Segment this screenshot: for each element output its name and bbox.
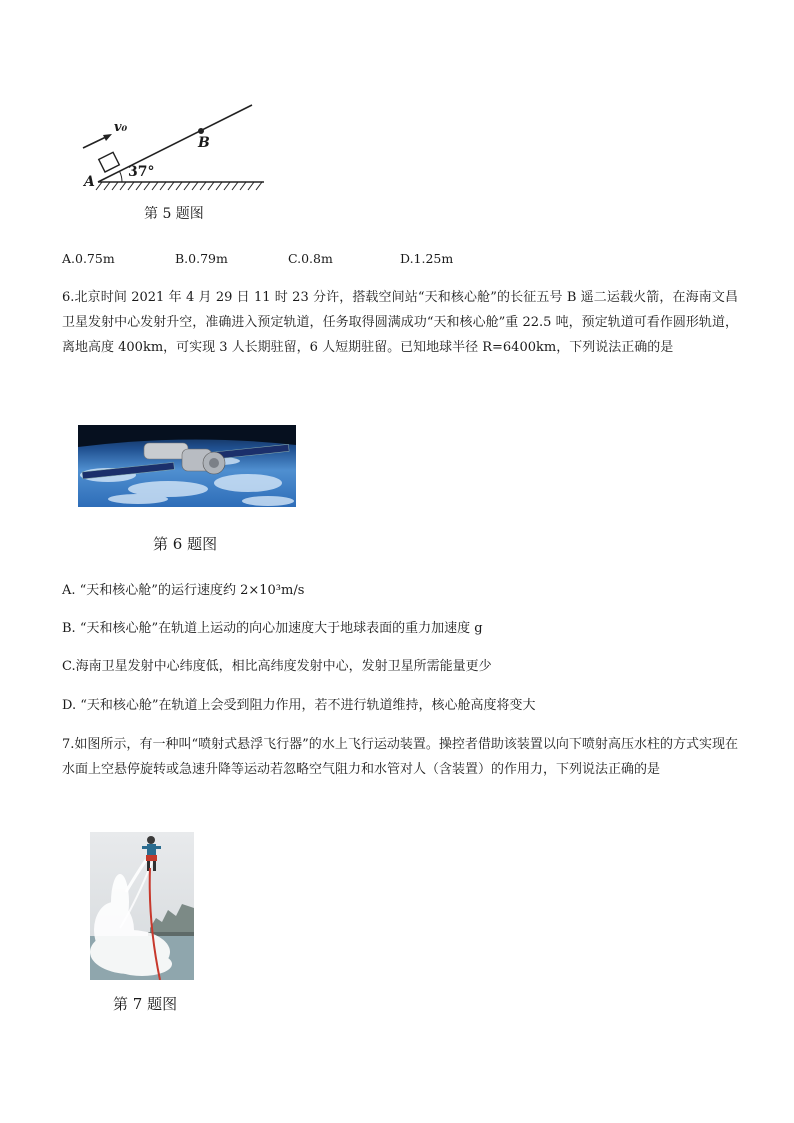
q5-choice-b: B.0.79m <box>175 251 228 266</box>
q7-figure-caption: 第 7 题图 <box>113 995 178 1013</box>
q5-choice-c: C.0.8m <box>288 251 333 266</box>
q6-stem: 6.北京时间 2021 年 4 月 29 日 11 时 23 分许，搭载空间站“天和核心舱”的长征五号 B 遥二运载火箭，在海南文昌卫星发射中心发射升空，准确进入预定轨道，任务取得圆满成功“天和核心舱”重 22.5 吨，预定轨道可看作圆形轨道，离地高度 400km，可实现 3 人长期驻留，6 人短期驻留。已知地球半径 R=6400km，下列说法正确的是 <box>62 290 738 355</box>
q5-figure-caption: 第 5 题图 <box>144 206 204 222</box>
q6-figure-caption: 第 6 题图 <box>153 535 218 553</box>
q5-choices <box>62 251 742 271</box>
point-b-label: B <box>198 135 210 151</box>
space-station-photo <box>78 425 296 507</box>
water-jetpack-photo <box>90 832 194 980</box>
q5-choice-d: D.1.25m <box>400 251 454 266</box>
v0-label: v₀ <box>114 120 128 135</box>
q7-stem: 7.如图所示，有一种叫“喷射式悬浮飞行器”的水上飞行运动装置。操控者借助该装置以向下喷射高压水柱的方式实现在水面上空悬停旋转或急速升降等运动若忽略空气阻力和水管对人（含装置）的作用力，下列说法正确的是 <box>62 737 738 777</box>
point-a-label: A <box>84 174 95 190</box>
incline-diagram <box>78 98 268 194</box>
q6-option-c: C.海南卫星发射中心纬度低，相比高纬度发射中心，发射卫星所需能量更少 <box>62 659 492 674</box>
point-b-dot <box>198 128 204 134</box>
angle-label: 37° <box>128 164 155 180</box>
q5-choice-a: A.0.75m <box>62 251 115 266</box>
q6-option-d: D. “天和核心舱”在轨道上会受到阻力作用，若不进行轨道维持，核心舱高度将变大 <box>62 698 536 713</box>
q6-option-a: A. “天和核心舱”的运行速度约 2×10³m/s <box>62 583 305 598</box>
q6-option-b: B. “天和核心舱”在轨道上运动的向心加速度大于地球表面的重力加速度 g <box>62 621 483 636</box>
